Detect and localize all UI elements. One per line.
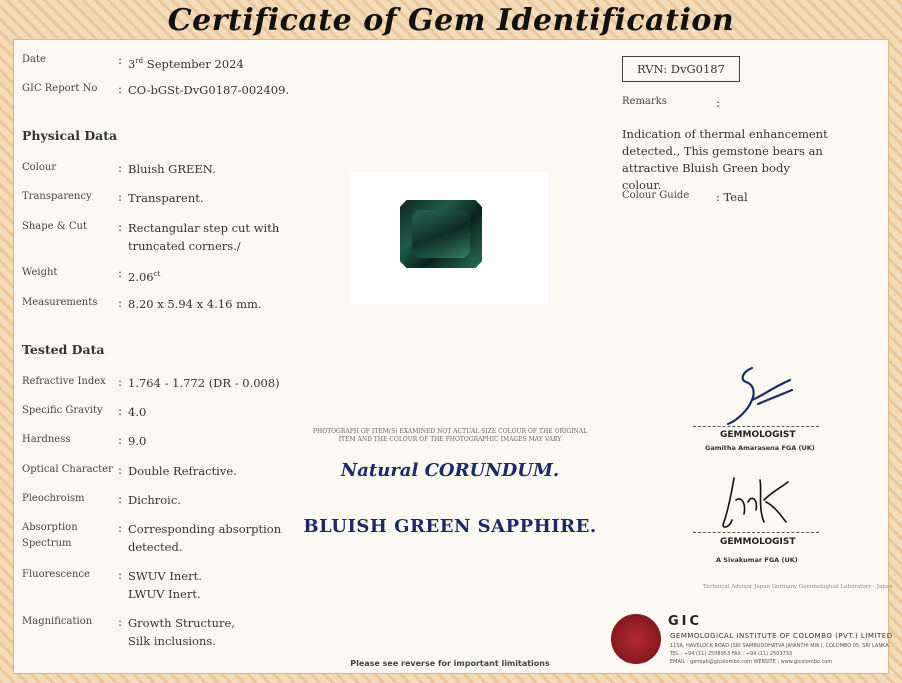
- date-row: [22, 52, 288, 73]
- signature-line-1: [693, 426, 819, 427]
- absorption-label: Absorption Spectrum: [22, 522, 78, 549]
- measurements-value: 8.20 x 5.94 x 4.16 mm.: [128, 297, 262, 311]
- footer-note: Please see reverse for important limitations: [350, 659, 550, 668]
- lab-name: GEMMOLOGICAL INSTITUTE OF COLOMBO (PVT.) LIMITED: [670, 632, 893, 640]
- variety-name: BLUISH GREEN SAPPHIRE.: [303, 516, 597, 537]
- signature-2: [718, 470, 798, 534]
- colon: :: [118, 568, 123, 582]
- signature-line-2: [693, 532, 819, 533]
- colon: :: [118, 521, 123, 535]
- transparency-value: Transparent.: [128, 191, 204, 205]
- pleochroism-row: [22, 491, 288, 509]
- shape-label: Shape & Cut: [22, 221, 87, 232]
- physical-heading: Physical Data: [22, 128, 118, 143]
- hardness-label: Hardness: [22, 434, 71, 445]
- weight-label: Weight: [22, 267, 58, 278]
- gemstone-table-facet: [412, 210, 470, 258]
- magnification-value: Growth Structure, Silk inclusions.: [128, 616, 235, 648]
- colon: :: [118, 161, 123, 175]
- fluorescence-label: Fluorescence: [22, 569, 90, 580]
- technical-advisor-note: Technical Advisor Japan Germany Gemmological Laboratory - Japan: [703, 584, 893, 590]
- colon: :: [118, 82, 123, 96]
- report-label: GIC Report No: [22, 83, 98, 94]
- magnification-row: [22, 614, 288, 650]
- colour-guide-label: Colour Guide: [622, 190, 690, 201]
- colon: :: [716, 96, 721, 110]
- measurements-row: [22, 295, 288, 313]
- sg-label: Specific Gravity: [22, 405, 103, 416]
- weight-row: [22, 265, 288, 286]
- remarks-label: Remarks: [622, 96, 667, 107]
- sg-value: 4.0: [128, 405, 147, 419]
- transparency-row: [22, 189, 288, 207]
- colon: :: [118, 190, 123, 204]
- hardness-row: [22, 432, 288, 450]
- colon: :: [118, 404, 123, 418]
- shape-row: [22, 219, 288, 255]
- lab-abbreviation: GIC: [668, 614, 703, 629]
- colon: :: [118, 53, 123, 67]
- colon: :: [118, 492, 123, 506]
- optical-label: Optical Character: [22, 464, 113, 475]
- optical-row: [22, 462, 288, 480]
- measurements-label: Measurements: [22, 297, 98, 308]
- shape-value: Rectangular step cut with truncated corners./: [128, 221, 280, 253]
- magnification-label: Magnification: [22, 616, 93, 627]
- date-value: 3rd September 2024: [128, 56, 244, 71]
- wax-seal-icon: [611, 614, 661, 664]
- date-label: Date: [22, 54, 46, 65]
- report-value: CO-bGSt-DvG0187-002409.: [128, 83, 290, 97]
- lab-contact-line: TEL : +94 (11) 2508953 FAX : +94 (11) 2503733: [670, 651, 793, 657]
- ri-row: [22, 374, 308, 392]
- colon: :: [118, 296, 123, 310]
- lab-web-line: EMAIL : gemlab@gicolombo.com WEBSITE : www.gicolombo.com: [670, 659, 833, 665]
- absorption-value: Corresponding absorption detected.: [128, 522, 282, 554]
- gemmologist-1-title: GEMMOLOGIST: [720, 430, 796, 440]
- colon: :: [118, 615, 123, 629]
- lab-address-line: 115A, HAVELOCK ROAD (SRI SAMBUDDHATVA JAYANTHI MW.), COLOMBO 05, SRI LANKA.: [670, 643, 891, 649]
- colon: :: [118, 433, 123, 447]
- colon: :: [118, 220, 123, 234]
- colon: :: [118, 375, 123, 389]
- report-row: [22, 81, 328, 99]
- colon: :: [118, 266, 123, 280]
- rvn-box: RVN: DvG0187: [622, 56, 740, 82]
- pleochroism-label: Pleochroism: [22, 493, 85, 504]
- colour-label: Colour: [22, 162, 57, 173]
- optical-value: Double Refractive.: [128, 464, 237, 478]
- sg-row: [22, 403, 288, 421]
- fluorescence-value: SWUV Inert. LWUV Inert.: [128, 569, 202, 601]
- weight-value: $2.06^{ct}$: [128, 269, 161, 284]
- colour-row: [22, 160, 288, 178]
- certificate-title: Certificate of Gem Identification: [167, 3, 735, 38]
- colour-value: Bluish GREEN.: [128, 162, 216, 176]
- species-name: Natural CORUNDUM.: [340, 460, 560, 481]
- ri-label: Refractive Index: [22, 376, 106, 387]
- hardness-value: 9.0: [128, 434, 147, 448]
- gemmologist-2-name: A Sivakumar FGA (UK): [716, 556, 798, 564]
- absorption-row: [22, 520, 288, 556]
- pleochroism-value: Dichroic.: [128, 493, 181, 507]
- remarks-text: Indication of thermal enhancement detected., This gemstone bears an attractive Bluish Green body colour.: [622, 127, 828, 192]
- gemmologist-2-title: GEMMOLOGIST: [720, 537, 796, 547]
- tested-heading: Tested Data: [22, 342, 105, 357]
- transparency-label: Transparency: [22, 191, 92, 202]
- signature-1: [712, 360, 802, 426]
- ri-value: 1.764 - 1.772 (DR - 0.008): [128, 376, 280, 390]
- colon: :: [118, 463, 123, 477]
- fluorescence-row: [22, 567, 288, 603]
- gemmologist-1-name: Gamitha Amarasena FGA (UK): [705, 444, 815, 452]
- lab-address: [670, 642, 895, 666]
- photo-disclaimer: PHOTOGRAPH OF ITEM(S) EXAMINED NOT ACTUAL SIZE COLOUR OF THE ORIGINAL ITEM AND THE COLOUR OF THE PHOTOGRAPHIC IMAGES MAY VARY: [312, 428, 588, 443]
- colour-guide-value: : Teal: [716, 190, 748, 204]
